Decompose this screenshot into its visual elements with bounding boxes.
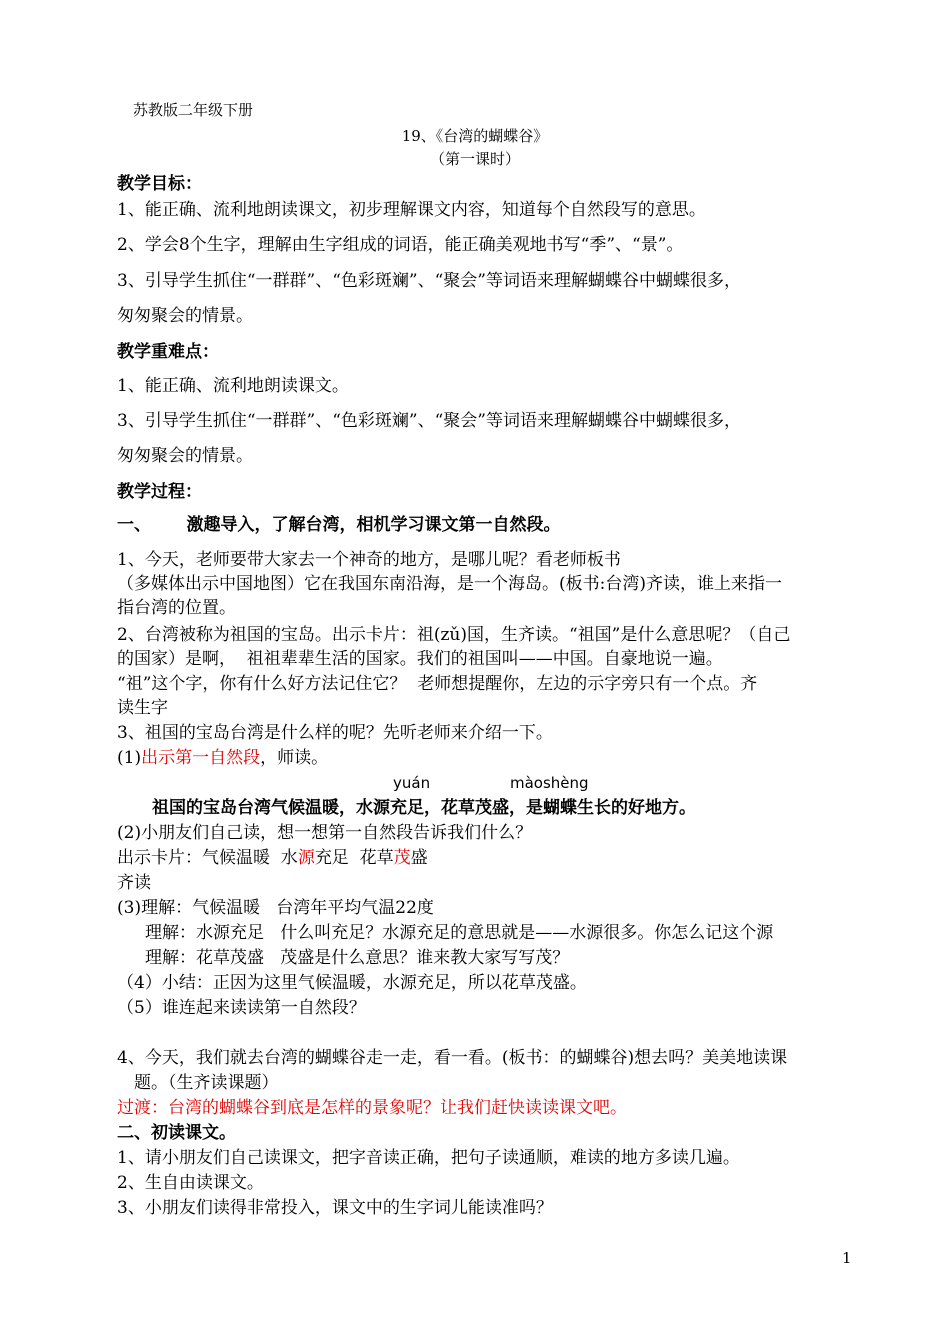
para2-line4: 读生字 xyxy=(117,698,168,718)
pinyin-maosheng: màoshèng xyxy=(510,774,589,792)
question-5: （5）谁连起来读读第一自然段？ xyxy=(117,998,366,1018)
step-1-suffix: ，师读。 xyxy=(260,748,329,768)
key-point-1: 1、能正确、流利地朗读课文。 xyxy=(117,376,349,396)
para4-line1: 4、今天，我们就去台湾的蝴蝶谷走一走，看一看。(板书：的蝴蝶谷)想去吗？美美地读课 xyxy=(117,1048,788,1068)
process-heading: 教学过程： xyxy=(117,482,202,502)
step-1-prefix: (1) xyxy=(117,748,142,768)
para1-line3: 指台湾的位置。 xyxy=(117,598,236,618)
para4-line2: 题。（生齐读课题） xyxy=(134,1073,279,1093)
objective-3b: 匆匆聚会的情景。 xyxy=(117,306,253,326)
read-together: 齐读 xyxy=(117,873,151,893)
card-prefix: 出示卡片：气候温暖 水 xyxy=(117,848,298,868)
word-card xyxy=(117,847,428,869)
objective-2: 2、学会8个生字，理解由生字组成的词语，能正确美观地书写“季”、“景”。 xyxy=(117,235,684,255)
objective-3a: 3、引导学生抓住“一群群”、“色彩斑斓”、“聚会”等词语来理解蝴蝶谷中蝴蝶很多， xyxy=(117,271,741,291)
key-points-heading: 教学重难点： xyxy=(117,342,219,362)
part2-heading: 二、初读课文。 xyxy=(117,1123,236,1143)
lesson-session: （第一课时） xyxy=(429,150,520,168)
summary: （4）小结：正因为这里气候温暖，水源充足，所以花草茂盛。 xyxy=(117,973,587,993)
part1-heading: 一、 激趣导入，了解台湾，相机学习课文第一自然段。 xyxy=(117,515,561,535)
key-sentence: 祖国的宝岛台湾气候温暖，水源充足，花草茂盛，是蝴蝶生长的好地方。 xyxy=(152,798,696,818)
card-mid: 充足 花草 xyxy=(314,848,394,868)
key-point-3b: 匆匆聚会的情景。 xyxy=(117,446,253,466)
transition: 过渡：台湾的蝴蝶谷到底是怎样的景象呢？让我们赶快读读课文吧。 xyxy=(117,1098,627,1118)
objective-1: 1、能正确、流利地朗读课文，初步理解课文内容，知道每个自然段写的意思。 xyxy=(117,200,706,220)
para1-line2: （多媒体出示中国地图）它在我国东南沿海，是一个海岛。(板书:台湾)齐读，谁上来指一 xyxy=(117,574,782,594)
card-suffix: 盛 xyxy=(410,848,428,868)
para2-line3: “祖”这个字，你有什么好方法记住它？ 老师想提醒你，左边的示字旁只有一个点。齐 xyxy=(117,674,758,694)
question-2: (2)小朋友们自己读，想一想第一自然段告诉我们什么？ xyxy=(117,823,533,843)
reading-3: 3、小朋友们读得非常投入，课文中的生字词儿能读准吗？ xyxy=(117,1198,553,1218)
reading-1: 1、请小朋友们自己读课文，把字音读正确，把句子读通顺，难读的地方多读几遍。 xyxy=(117,1148,740,1168)
key-point-3a: 3、引导学生抓住“一群群”、“色彩斑斓”、“聚会”等词语来理解蝴蝶谷中蝴蝶很多， xyxy=(117,411,741,431)
card-highlight-mao: 茂 xyxy=(393,848,411,868)
lesson-title: 19、《台湾的蝴蝶谷》 xyxy=(401,127,549,145)
para2-line1: 2、台湾被称为祖国的宝岛。出示卡片：祖(zǔ)国，生齐读。“祖国”是什么意思呢？（自己 xyxy=(117,625,791,645)
understand-1: (3)理解：气候温暖 台湾年平均气温22度 xyxy=(117,898,434,918)
card-highlight-yuan: 源 xyxy=(297,848,315,868)
para1-line1: 1、今天，老师要带大家去一个神奇的地方，是哪儿呢？看老师板书 xyxy=(117,550,621,570)
understand-2: 理解：水源充足 什么叫充足？水源充足的意思就是——水源很多。你怎么记这个源 xyxy=(145,923,774,943)
step-1-highlight: 出示第一自然段 xyxy=(141,748,261,768)
para3-line1: 3、祖国的宝岛台湾是什么样的呢？先听老师来介绍一下。 xyxy=(117,723,553,743)
page-number: 1 xyxy=(842,1249,852,1267)
objectives-heading: 教学目标： xyxy=(117,174,202,194)
understand-3: 理解：花草茂盛 茂盛是什么意思？谁来教大家写写茂？ xyxy=(145,948,570,968)
para2-line2: 的国家）是啊， 祖祖辈辈生活的国家。我们的祖国叫——中国。自豪地说一遍。 xyxy=(117,649,723,669)
pinyin-yuan: yuán xyxy=(393,774,431,792)
reading-2: 2、生自由读课文。 xyxy=(117,1173,264,1193)
para3-line2 xyxy=(117,747,328,769)
textbook-label: 苏教版二年级下册 xyxy=(133,101,254,119)
